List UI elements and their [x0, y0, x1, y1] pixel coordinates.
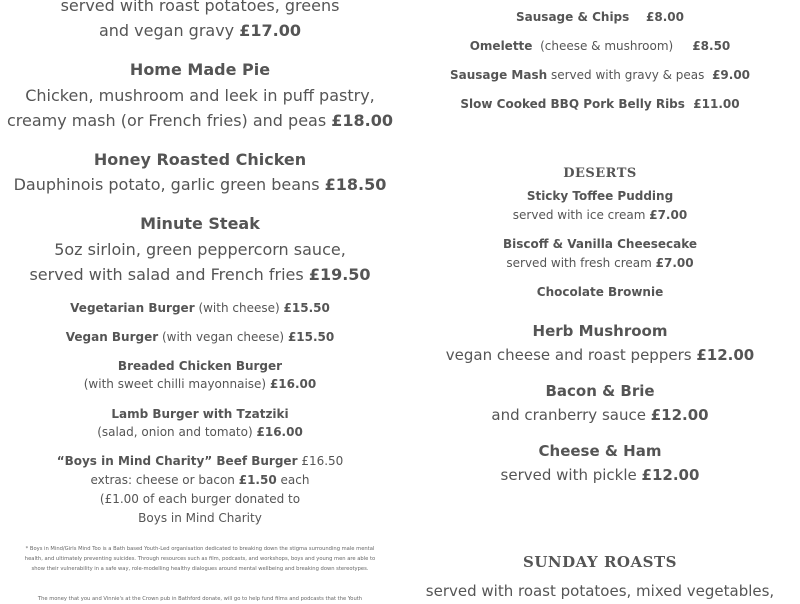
- chicken-description: Dauphinois potato, garlic green beans £18.50: [13, 175, 387, 194]
- breaded-chicken-burger-title: Breaded Chicken Burger: [117, 359, 283, 373]
- steak-description-line2: served with salad and French fries £19.50: [29, 265, 371, 284]
- sausage-chips: Sausage & Chips £8.00: [516, 10, 684, 24]
- sticky-toffee-description: served with ice cream £7.00: [512, 208, 688, 222]
- biscoff-title: Biscoff & Vanilla Cheesecake: [502, 237, 698, 251]
- herb-mushroom-title: Herb Mushroom: [532, 322, 668, 340]
- omelette: Omelette (cheese & mushroom) £8.50: [469, 39, 731, 53]
- charity-burger-donation-line2: Boys in Mind Charity: [138, 511, 262, 525]
- cheese-ham-title: Cheese & Ham: [538, 442, 662, 460]
- steak-description: 5oz sirloin, green peppercorn sauce,: [54, 240, 346, 259]
- brownie-crop: [400, 283, 800, 302]
- sunday-roasts-description: served with roast potatoes, mixed vegetables,: [425, 582, 775, 600]
- pie-description: Chicken, mushroom and leek in puff pastry,: [25, 86, 375, 105]
- lamb-burger-title: Lamb Burger with Tzatziki: [111, 407, 289, 421]
- lamb-burger-description: (salad, onion and tomato) £16.00: [97, 425, 303, 439]
- charity-burger-extras: extras: cheese or bacon £1.50 each: [90, 473, 310, 487]
- vegan-burger: Vegan Burger (with vegan cheese) £15.50: [65, 330, 335, 344]
- vegetarian-burger: Vegetarian Burger (with cheese) £15.50: [70, 301, 330, 315]
- steak-title: Minute Steak: [140, 214, 260, 233]
- cheese-ham-description: served with pickle £12.00: [500, 466, 700, 484]
- biscoff-description: served with fresh cream £7.00: [506, 256, 694, 270]
- sticky-toffee-title: Sticky Toffee Pudding: [526, 189, 674, 203]
- breaded-chicken-burger-description: (with sweet chilli mayonnaise) £16.00: [83, 377, 317, 391]
- charity-footnote: * Boys in Mind/Girls Mind Too is a Bath based Youth-Led organisation dedicated to breaking down the stigma surrounding male mental health, and ultimately preventing suicides. Through resources such as film, podcasts, and workshops, boys and young men are able to show their vulnerability in a safe way, role-modelling healthy dialogues around mental wellbeing and breaking down stereotypes.: [24, 546, 376, 572]
- previous-item-description: served with roast potatoes, greens: [60, 0, 340, 15]
- chicken-title: Honey Roasted Chicken: [93, 150, 307, 169]
- charity-footnote-continued: The money that you and Vinnie's at the Crown pub in Bathford donate, will go to help fund films and podcasts that the Youth: [37, 596, 363, 602]
- deserts-heading: DESERTS: [563, 166, 637, 181]
- herb-mushroom-description: vegan cheese and roast peppers £12.00: [445, 346, 755, 364]
- bacon-brie-title: Bacon & Brie: [545, 382, 655, 400]
- bbq-ribs: Slow Cooked BBQ Pork Belly Ribs £11.00: [460, 97, 740, 111]
- pie-description-line2: creamy mash (or French fries) and peas £18.00: [6, 111, 394, 130]
- charity-burger-title: “Boys in Mind Charity” Beef Burger £16.50: [56, 454, 344, 468]
- sausage-mash: Sausage Mash served with gravy & peas £9.00: [449, 68, 751, 82]
- pie-title: Home Made Pie: [129, 60, 271, 79]
- previous-item-description-line2: and vegan gravy £17.00: [98, 21, 301, 40]
- sunday-roasts-heading: SUNDAY ROASTS: [523, 553, 677, 571]
- brownie-title: Chocolate Brownie: [536, 285, 664, 299]
- bacon-brie-description: and cranberry sauce £12.00: [491, 406, 709, 424]
- charity-burger-donation: (£1.00 of each burger donated to: [99, 492, 301, 506]
